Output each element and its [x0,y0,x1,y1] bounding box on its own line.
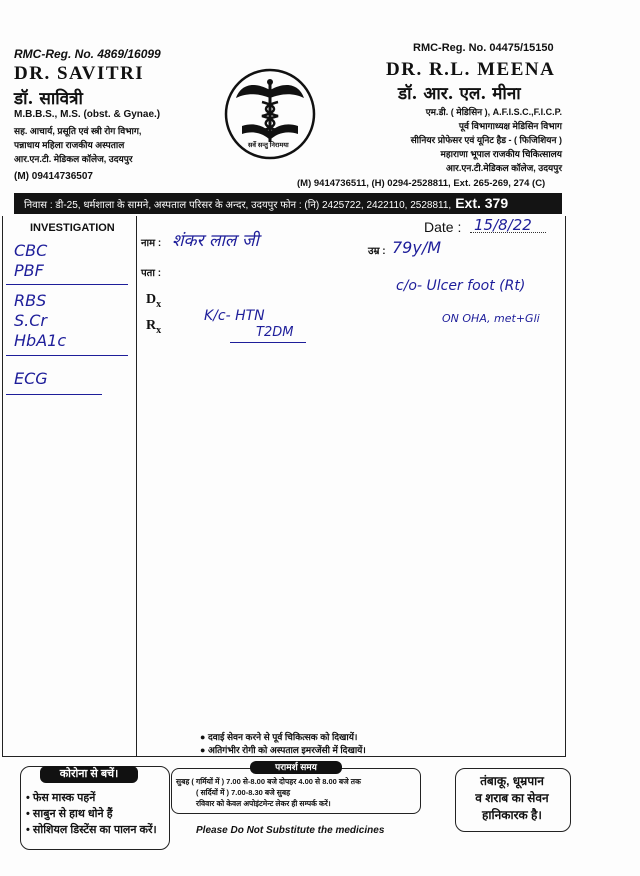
known-case-handwritten: K/c- HTN [204,308,265,324]
timing-details [176,776,361,809]
right-doctor-line: एम.डी. ( मेडिसिन ), A.F.I.S.C.,F.I.C.P. [425,107,562,117]
investigation-item: HbA1c [14,331,67,350]
left-doctor-line: पन्नाधाय महिला राजकीय अस्पताल [14,140,125,150]
date-label: Date : [424,219,462,235]
left-doctor-reg: RMC-Reg. No. 4869/16099 [14,47,161,61]
complaint-handwritten: c/o- Ulcer foot (Rt) [396,278,526,294]
patient-name-handwritten: शंकर लाल जी [172,231,259,251]
left-doctor-name: DR. SAVITRI [14,63,145,84]
prescription-frame [2,216,566,757]
tobacco-line: तंबाकू, धूम्रपान [480,774,544,788]
right-doctor-line: पूर्व विभागाध्यक्ष मेडिसिन विभाग [458,121,562,131]
right-doctor-details [411,105,562,175]
address-text: निवास : डी-25, धर्मशाला के सामने, अस्पताल परिसर के अन्दर, उदयपुर फोन : (नि) 2425722, 2422110, 2528811, [24,200,452,211]
date-handwritten: 15/8/22 [474,216,532,234]
timing-line: सुबह ( गर्मियों में ) 7.00 से-8.00 बजे दोपहर 4.00 से 8.00 बजे तक [176,777,361,786]
address-bar [14,193,562,214]
investigation-divider [6,394,102,395]
right-doctor-name-hindi: डॉ. आर. एल. मीना [398,84,521,104]
extension-number: Ext. 379 [455,195,509,211]
investigation-divider [6,355,128,356]
right-doctor-line: सीनियर प्रोफेसर एवं यूनिट हैड - ( फिजिशियन ) [410,135,562,145]
investigation-item: ECG [14,369,48,388]
rx-symbol: $R_x$ [146,318,162,336]
right-doctor-line: आर.एन.टी.मेडिकल कॉलेज, उदयपुर [445,163,562,173]
patient-age-handwritten: 79y/M [392,238,442,257]
dx-symbol: $D_x$ [146,292,162,310]
investigation-item: CBC [14,241,48,260]
corona-title: कोरोना से बचें। [40,766,138,783]
footer-text: Please Do Not Substitute the medicines [196,825,385,836]
logo-caption: सर्वे सन्तु निरामया [248,142,289,149]
tobacco-warning [455,773,569,824]
investigation-item: RBS [14,291,47,310]
corona-item: • साबुन से हाथ धोने हैं [26,808,113,820]
left-doctor-line: आर.एन.टी. मेडिकल कॉलेज, उदयपुर [14,154,133,164]
corona-item: • सोशियल डिस्टेंस का पालन करें। [26,824,157,836]
note-item: ● दवाई सेवन करने से पूर्व चिकित्सक को दिखायें। [200,732,358,742]
corona-list [26,790,157,838]
notes [200,731,366,757]
tobacco-line: हानिकारक है। [482,808,542,822]
hand-underline [230,342,306,343]
timing-title: परामर्श समय [250,761,342,774]
investigation-list-2 [14,291,66,351]
timing-line: रविवार को केवल अपोइंटमेन्ट लेकर ही सम्पर्क करें। [196,799,331,808]
left-doctor-name-hindi: डॉ. सावित्री [14,89,83,109]
right-doctor-phones: (M) 9414736511, (H) 0294-2528811, Ext. 265-269, 274 (C) [297,178,546,189]
corona-item: • फेस मास्क पहनें [26,792,96,804]
investigation-item: PBF [14,261,44,280]
address-label: पता : [141,268,162,279]
left-doctor-details [14,124,141,166]
right-doctor-reg: RMC-Reg. No. 04475/15150 [413,42,554,54]
name-label: नाम : [141,238,162,249]
left-doctor-mobile: (M) 09414736507 [14,171,93,182]
investigation-item: S.Cr [14,311,47,330]
left-doctor-line: सह. आचार्य, प्रसूति एवं स्त्री रोग विभाग, [14,126,142,136]
investigation-divider [6,284,128,285]
caduceus-logo [222,68,318,160]
tobacco-line: व शराब का सेवन [475,791,549,805]
investigation-label: INVESTIGATION [30,222,115,234]
medication-handwritten: ON OHA, met+Gli [442,312,540,325]
note-item: ● अतिगंभीर रोगी को अस्पताल इमरजेंसी में दिखायें। [200,745,366,755]
investigation-list-1 [14,241,47,281]
age-label: उम्र : [368,246,386,257]
known-case2-handwritten: T2DM [256,325,294,340]
left-doctor-degrees: M.B.B.S., M.S. (obst. & Gynae.) [14,109,161,120]
right-doctor-name: DR. R.L. MEENA [386,59,556,80]
timing-line: ( सर्दियों में ) 7.00-8.30 बजे सुबह [196,788,291,797]
right-doctor-line: महाराणा भूपाल राजकीय चिकित्सालय [440,149,562,159]
